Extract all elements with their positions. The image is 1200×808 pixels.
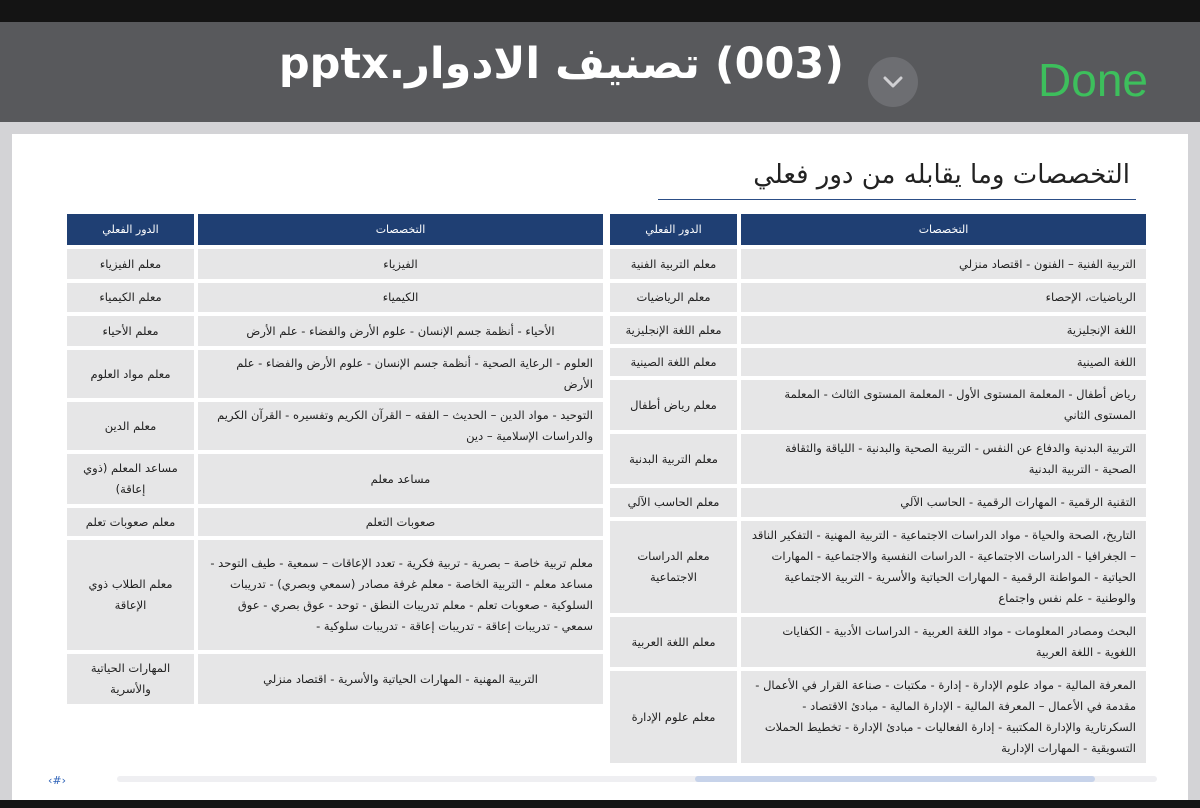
table-row — [67, 350, 603, 398]
role-cell: معلم مواد العلوم — [67, 350, 194, 398]
spec-cell: اللغة الصينية — [741, 348, 1146, 376]
heading-underline — [658, 199, 1136, 200]
table-row — [67, 316, 603, 346]
spec-cell: المعرفة المالية - مواد علوم الإدارة - إدارة - مكتبات - صناعة القرار في الأعمال - مقدمة في الأعمال – المعرفة المالية - الإدارة المالية - مبادئ الاقتصاد - السكرتارية والإدارة المكتبية - إدارة الفعاليات - مبادئ الإدارة - تخطيط الحملات التسويقية - المهارات الإدارية — [741, 671, 1146, 763]
role-cell: معلم الكيمياء — [67, 283, 194, 312]
spec-cell: الفيزياء — [198, 249, 603, 279]
spec-cell: الرياضيات، الإحصاء — [741, 283, 1146, 312]
left-table-header — [67, 214, 603, 245]
spec-cell: التوحيد - مواد الدين – الحديث – الفقه – القرآن الكريم وتفسيره - القرآن الكريم والدراسات الإسلامية – دين — [198, 402, 603, 450]
role-cell: معلم الرياضيات — [610, 283, 737, 312]
table-row — [67, 508, 603, 536]
role-cell: المهارات الحياتية والأسرية — [67, 654, 194, 704]
slide-page-number: ‹#› — [48, 774, 67, 787]
spec-cell: التربية البدنية والدفاع عن النفس - التربية الصحية والبدنية - اللياقة والثقافة الصحية - التربية البدنية — [741, 434, 1146, 484]
role-cell: معلم الدراسات الاجتماعية — [610, 521, 737, 613]
header-specializations: التخصصات — [741, 214, 1146, 245]
role-cell: معلم الأحياء — [67, 316, 194, 346]
table-row — [67, 540, 603, 650]
table-row — [610, 671, 1146, 763]
header-actual-role: الدور الفعلي — [67, 214, 194, 245]
spec-cell: البحث ومصادر المعلومات - مواد اللغة العربية - الدراسات الأدبية - الكفايات اللغوية - اللغة العربية — [741, 617, 1146, 667]
table-row — [610, 283, 1146, 312]
table-row — [610, 348, 1146, 376]
title-menu-button[interactable] — [868, 57, 918, 107]
table-row — [67, 402, 603, 450]
spec-cell: التاريخ، الصحة والحياة - مواد الدراسات الاجتماعية - التربية المهنية - التفكير الناقد – الجغرافيا - الدراسات الاجتماعية - الدراسات النفسية والاجتماعية - المهارات الحياتية - المواطنة الرقمية - المهارات الحياتية والأسرية - التربية الاجتماعية والوطنية - علم نفس واجتماع — [741, 521, 1146, 613]
spec-cell: مساعد معلم — [198, 454, 603, 504]
role-cell: مساعد المعلم (ذوي إعاقة) — [67, 454, 194, 504]
spec-cell: الأحياء - أنظمة جسم الإنسان - علوم الأرض والفضاء - علم الأرض — [198, 316, 603, 346]
header-actual-role: الدور الفعلي — [610, 214, 737, 245]
table-row — [67, 249, 603, 279]
table-row — [610, 617, 1146, 667]
document-title: (003) تصنيف الادوار.pptx — [278, 39, 844, 89]
table-row — [610, 521, 1146, 613]
role-cell: معلم اللغة العربية — [610, 617, 737, 667]
document-title-bar — [0, 22, 1200, 122]
role-cell: معلم الطلاب ذوي الإعاقة — [67, 540, 194, 650]
top-status-strip — [0, 0, 1200, 22]
slide-heading: التخصصات وما يقابله من دور فعلي — [753, 160, 1130, 190]
left-table — [67, 214, 603, 704]
spec-cell: التقنية الرقمية - المهارات الرقمية - الحاسب الآلي — [741, 488, 1146, 517]
role-cell: معلم علوم الإدارة — [610, 671, 737, 763]
bottom-strip — [0, 800, 1200, 808]
spec-cell: معلم تربية خاصة – بصرية - تربية فكرية - تعدد الإعاقات – سمعية - طيف التوحد - مساعد معلم - التربية الخاصة - معلم غرفة مصادر (سمعي وبصري) - تدريبات السلوكية - صعوبات تعلم - معلم تدريبات النطق - توحد - عوق بصري - عوق سمعي - تدريبات إعاقة - تدريبات إعاقة - تدريبات سلوكية - — [198, 540, 603, 650]
role-cell: معلم الدين — [67, 402, 194, 450]
role-cell: معلم اللغة الإنجليزية — [610, 316, 737, 344]
spec-cell: التربية الفنية – الفنون - اقتصاد منزلي — [741, 249, 1146, 279]
table-row — [610, 380, 1146, 430]
done-button[interactable]: Done — [1038, 54, 1148, 106]
spec-cell: رياض أطفال - المعلمة المستوى الأول - المعلمة المستوى الثالث - المعلمة المستوى الثاني — [741, 380, 1146, 430]
role-cell: معلم الفيزياء — [67, 249, 194, 279]
chevron-down-icon — [882, 75, 904, 89]
spec-cell: اللغة الإنجليزية — [741, 316, 1146, 344]
table-row — [610, 434, 1146, 484]
slide — [12, 134, 1188, 800]
table-row — [67, 454, 603, 504]
spec-cell: التربية المهنية - المهارات الحياتية والأسرية - اقتصاد منزلي — [198, 654, 603, 704]
scrollbar-thumb[interactable] — [695, 776, 1095, 782]
right-table-header — [610, 214, 1146, 245]
table-row — [67, 283, 603, 312]
role-cell: معلم اللغة الصينية — [610, 348, 737, 376]
role-cell: معلم التربية البدنية — [610, 434, 737, 484]
header-specializations: التخصصات — [198, 214, 603, 245]
table-row — [610, 316, 1146, 344]
slide-viewer[interactable] — [0, 122, 1200, 800]
right-table — [610, 214, 1146, 763]
role-cell: معلم الحاسب الآلي — [610, 488, 737, 517]
table-row — [67, 654, 603, 704]
table-row — [610, 249, 1146, 279]
horizontal-scrollbar[interactable] — [117, 776, 1157, 782]
spec-cell: العلوم - الرعاية الصحية - أنظمة جسم الإنسان - علوم الأرض والفضاء - علم الأرض — [198, 350, 603, 398]
role-cell: معلم التربية الفنية — [610, 249, 737, 279]
table-row — [610, 488, 1146, 517]
spec-cell: الكيمياء — [198, 283, 603, 312]
role-cell: معلم رياض أطفال — [610, 380, 737, 430]
spec-cell: صعوبات التعلم — [198, 508, 603, 536]
role-cell: معلم صعوبات تعلم — [67, 508, 194, 536]
